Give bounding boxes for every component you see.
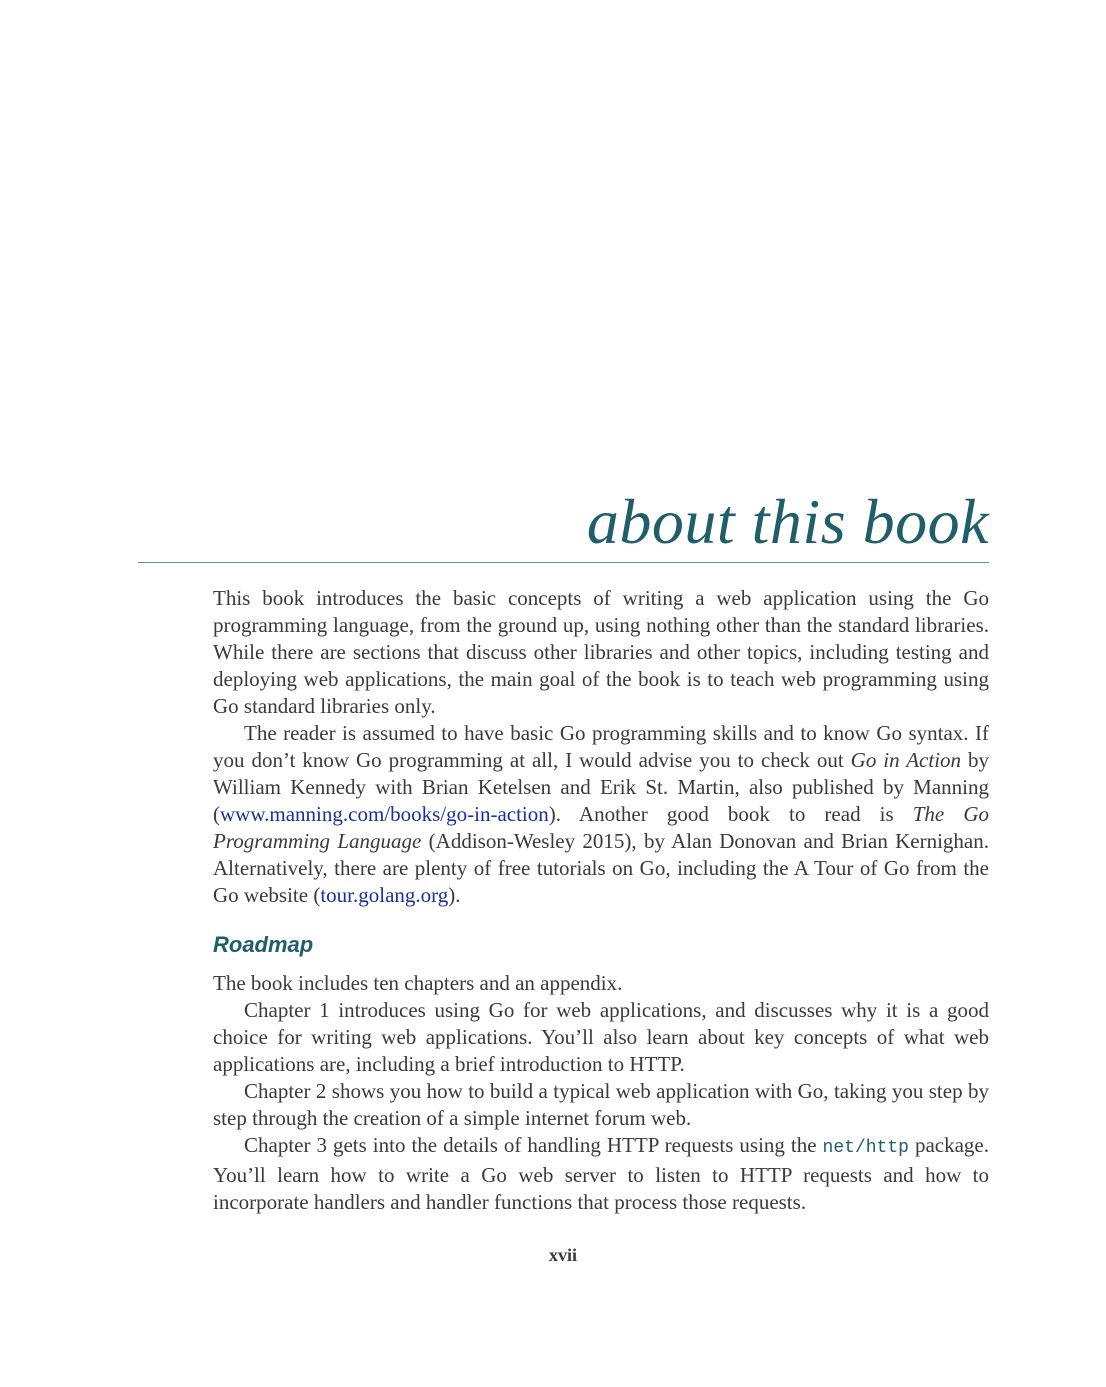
net-http-code: net/http bbox=[822, 1138, 909, 1158]
roadmap-paragraph-chapter-1: Chapter 1 introduces using Go for web applications, and discusses why it is a good choice for writing web applications. You’ll also learn about key concepts of what web applications are, including a brief introduction to HTTP. bbox=[213, 998, 989, 1076]
book-title-go-in-action: Go in Action bbox=[850, 748, 962, 772]
intro-paragraph-2 bbox=[213, 720, 989, 909]
intro-p2-text-a: The reader is assumed to have basic Go programming skills and to know Go syntax. If you don’t know Go programming at all, I would advise you to check out bbox=[213, 721, 989, 772]
intro-p2-text-e: ). bbox=[448, 883, 461, 907]
intro-p2-text-c: ). Another good book to read is bbox=[548, 802, 913, 826]
roadmap-p4-text-a: Chapter 3 gets into the details of handling HTTP requests using the bbox=[244, 1133, 823, 1157]
intro-paragraph-1: This book introduces the basic concepts of writing a web application using the Go programming language, from the ground up, using nothing other than the standard libraries. While there are sections that discuss other libraries and other topics, including testing and deploying web applications, the main goal of the book is to teach web programming using Go standard libraries only. bbox=[213, 586, 989, 718]
roadmap-paragraph-1: The book includes ten chapters and an appendix. bbox=[213, 971, 623, 995]
intro-p2-text-b: by William Kennedy with Brian Ketelsen and Erik St. Martin, also published by Manning ( bbox=[213, 748, 989, 826]
intro-section bbox=[213, 585, 989, 909]
manning-book-link[interactable]: www.manning.com/books/go-in-action bbox=[220, 802, 549, 826]
tour-golang-link[interactable]: tour.golang.org bbox=[320, 883, 449, 907]
page-number: xvii bbox=[548, 1245, 577, 1265]
roadmap-paragraph-chapter-3 bbox=[213, 1132, 989, 1216]
book-title-go-programming-language: The Go Programming Language bbox=[213, 802, 990, 853]
chapter-title: about this book bbox=[586, 486, 989, 557]
roadmap-heading: Roadmap bbox=[213, 932, 314, 957]
roadmap-p4-text-b: package. You’ll learn how to write a Go web server to listen to HTTP requests and how to incorporate handlers and handler functions that process those requests. bbox=[213, 1133, 989, 1214]
title-rule bbox=[138, 562, 989, 563]
roadmap-section bbox=[213, 970, 989, 1216]
intro-p2-text-d: (Addison-Wesley 2015), by Alan Donovan and Brian Kernighan. Alternatively, there are plenty of free tutorials on Go, including the A Tour of Go from the Go website ( bbox=[213, 829, 990, 907]
roadmap-paragraph-chapter-2: Chapter 2 shows you how to build a typical web application with Go, taking you step by step through the creation of a simple internet forum web. bbox=[213, 1079, 989, 1130]
